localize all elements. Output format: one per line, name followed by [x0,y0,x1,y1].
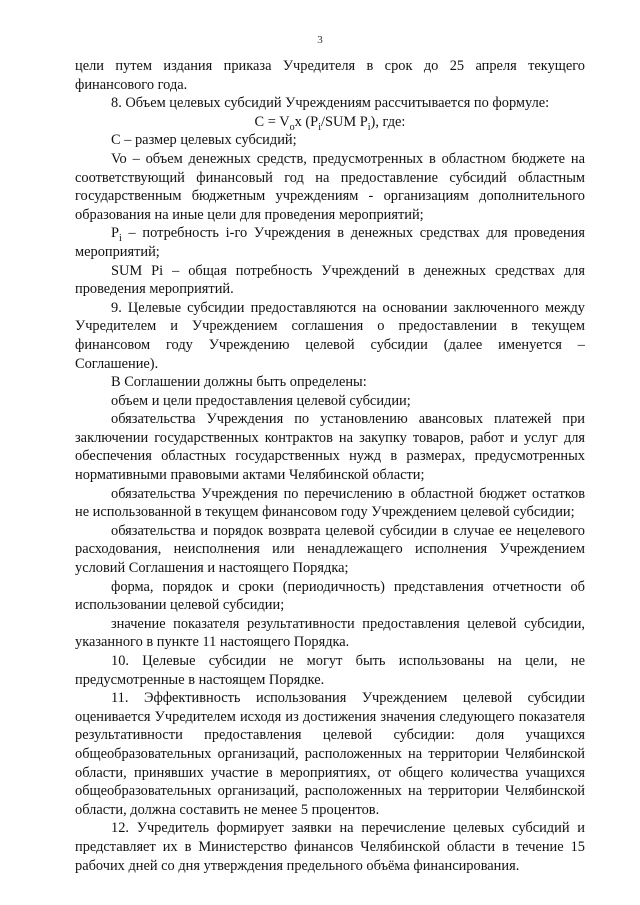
definition-pi: $P_i$ – потребность i-го Учреждения в денежных средствах для проведения мероприятий; [75,225,585,260]
formula: $C = V_ox$ ($P_i$/SUM $P_i$), где: [254,113,406,133]
agreement-clause: обязательства Учреждения по перечислению в областной бюджет остатков не использованной в текущем финансовом году Учреждением целевой субсидии; [75,485,585,521]
paragraph-item-11: 11. Эффективность использования Учреждением целевой субсидии оценивается Учредителем исходя из достижения значения следующего показателя результативности предоставления целевой субсидии: доля учащихся общеобразовательных организаций, расположенных на территории Челябинской области, принявших участие в мероприятиях, от общего количества учащихся общеобразовательных организаций, расположенных на территории Челябинской области, должна составить не менее 5 процентов. [75,690,585,818]
paragraph-item-8: 8. Объем целевых субсидий Учреждениям рассчитывается по формуле: [111,95,550,112]
definition-sum-pi: SUM Pi – общая потребность Учреждений в денежных средствах для проведения мероприятий. [75,262,585,298]
page-number: 3 [317,34,323,46]
paragraph-item-10: 10. Целевые субсидии не могут быть использованы на цели, не предусмотренные в настоящем Порядке. [75,653,585,688]
definition-vo: Vo – объем денежных средств, предусмотренных в областном бюджете на соответствующий финансовый год на предоставление субсидий областным государственным бюджетным учреждениям - организациям дополнительного образования на иные цели для проведения мероприятий; [75,150,585,223]
definition-c: C – размер целевых субсидий; [111,132,297,149]
agreement-intro: В Соглашении должны быть определены: [111,374,367,391]
paragraph-item-12: 12. Учредитель формирует заявки на перечисление целевых субсидий и представляет их в Министерство финансов Челябинской области в течение 15 рабочих дней со дня утверждения предельного объёма финансирования. [75,820,585,874]
agreement-clause: обязательства и порядок возврата целевой субсидии в случае ее нецелевого расходования, неисполнения или ненадлежащего исполнения Учреждением условий Соглашения и настоящего Порядка; [75,522,585,577]
document-body [75,57,585,875]
paragraph-continuation: цели путем издания приказа Учредителя в срок до 25 апреля текущего финансового года. [75,58,585,93]
agreement-clause: форма, порядок и сроки (периодичность) представления отчетности об использовании целевой субсидии; [75,578,585,614]
agreement-clause: значение показателя результативности предоставления целевой субсидии, указанного в пункте 11 настоящего Порядка. [75,615,585,651]
agreement-clause: обязательства Учреждения по установлению авансовых платежей при заключении государственных контрактов на закупку товаров, работ и услуг для обеспечения областных государственных нужд в размерах, предусмотренных нормативными правовыми актами Челябинской области; [75,411,585,484]
agreement-clause: объем и цели предоставления целевой субсидии; [111,392,411,409]
paragraph-item-9: 9. Целевые субсидии предоставляются на основании заключенного между Учредителем и Учреждением соглашения о предоставлении в текущем финансовом году Учреждению целевой субсидии (далее именуется – Соглашение). [75,299,585,372]
